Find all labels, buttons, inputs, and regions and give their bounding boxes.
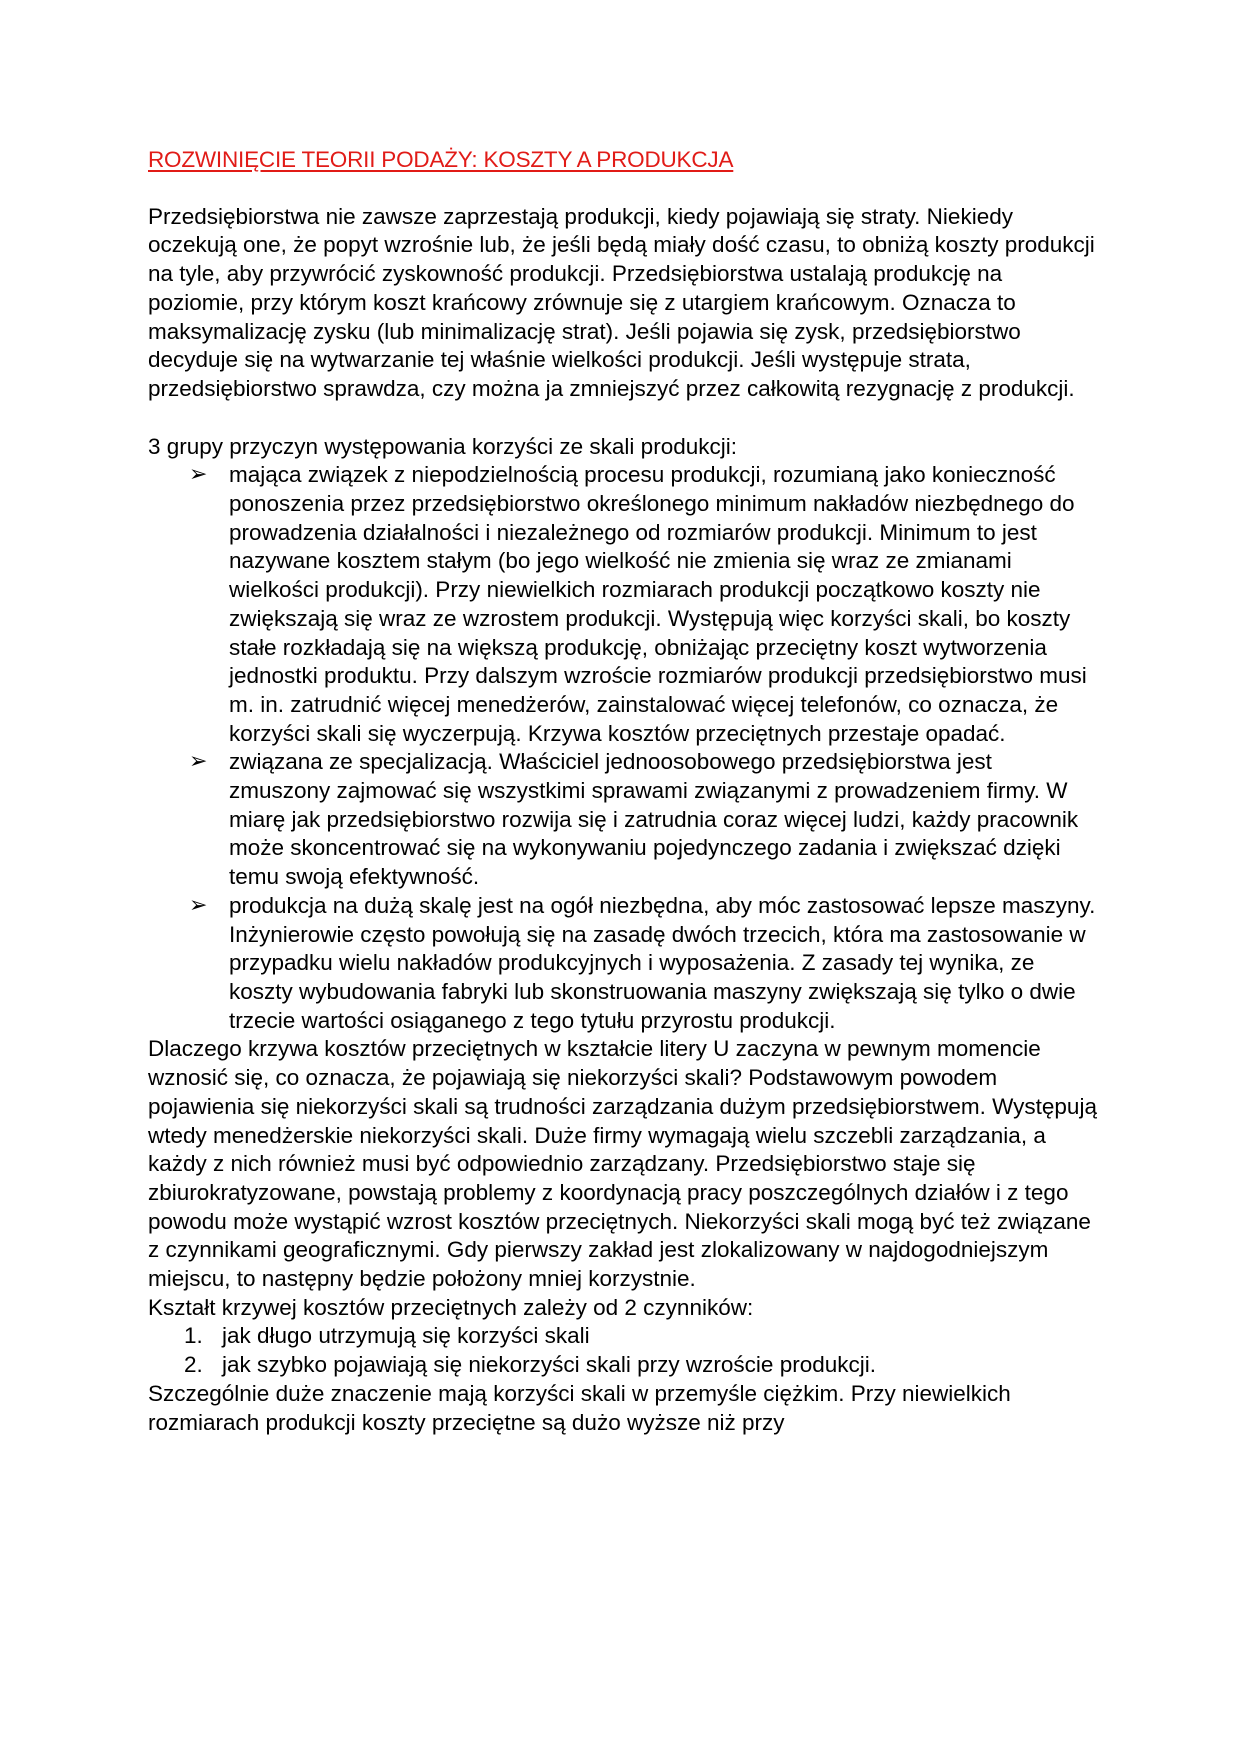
arrow-bullet-icon: ➢ (189, 749, 208, 775)
arrow-bullet-icon: ➢ (189, 462, 208, 488)
shape-heading: Kształt krzywej kosztów przeciętnych zależy od 2 czynników: (148, 1294, 754, 1320)
list-item (189, 892, 1098, 1036)
groups-heading: 3 grupy przyczyn występowania korzyści ze skali produkcji: (148, 433, 737, 459)
list-item (184, 1322, 1098, 1351)
list-item-text: jak długo utrzymują się korzyści skali (222, 1323, 590, 1349)
list-item-text: związana ze specjalizacją. Właściciel jednoosobowego przedsiębiorstwa jest zmuszony zajmować się wszystkimi sprawami związanymi z prowadzeniem firmy. W miarę jak przedsiębiorstwo rozwija się i zatrudnia coraz więcej ludzi, każdy pracownik może skoncentrować się na wykonywaniu pojedynczego zadania i zwiększać dzięki temu swoją efektywność. (229, 749, 1079, 890)
factors-list (148, 1322, 1098, 1379)
list-number: 1. (184, 1323, 203, 1349)
list-number: 2. (184, 1352, 203, 1378)
diseconomies-paragraph: Dlaczego krzywa kosztów przeciętnych w kształcie litery U zaczyna w pewnym momencie wznosić się, co oznacza, że pojawiają się niekorzyści skali? Podstawowym powodem pojawienia się niekorzyści skali są trudności zarządzania dużym przedsiębiorstwem. Występują wtedy menedżerskie niekorzyści skali. Duże firmy wymagają wielu szczebli zarządzania, a każdy z nich również musi być odpowiednio zarządzany. Przedsiębiorstwo staje się zbiurokratyzowane, powstają problemy z koordynacją pracy poszczególnych działów i z tego powodu może wystąpić wzrost kosztów przeciętnych. Niekorzyści skali mogą być też związane z czynnikami geograficznymi. Gdy pierwszy zakład jest zlokalizowany w najdogodniejszym miejscu, to następny będzie położony mniej korzystnie. (148, 1036, 1097, 1292)
document-title: ROZWINIĘCIE TEORII PODAŻY: KOSZTY A PRODUKCJA (148, 147, 734, 172)
intro-paragraph: Przedsiębiorstwa nie zawsze zaprzestają produkcji, kiedy pojawiają się straty. Niekiedy oczekują one, że popyt wzrośnie lub, że jeśli będą miały dość czasu, to obniżą koszty produkcji na tyle, aby przywrócić zyskowność produkcji. Przedsiębiorstwa ustalają produkcję na poziomie, przy którym koszt krańcowy zrównuje się z utargiem krańcowym. Oznacza to maksymalizację zysku (lub minimalizację strat). Jeśli pojawia się zysk, przedsiębiorstwo decyduje się na wytwarzanie tej właśnie wielkości produkcji. Jeśli występuje strata, przedsiębiorstwo sprawdza, czy można ja zmniejszyć przez całkowitą rezygnację z produkcji. (148, 203, 1095, 401)
list-item (189, 461, 1098, 748)
list-item (189, 748, 1098, 892)
benefits-list (148, 461, 1098, 1035)
document-page (148, 146, 1098, 1437)
list-item-text: jak szybko pojawiają się niekorzyści skali przy wzroście produkcji. (222, 1352, 876, 1378)
list-item-text: mająca związek z niepodzielnością procesu produkcji, rozumianą jako konieczność ponoszenia przez przedsiębiorstwo określonego minimum nakładów niezbędnego do prowadzenia działalności i niezależnego od rozmiarów produkcji. Minimum to jest nazywane kosztem stałym (bo jego wielkość nie zmienia się wraz ze zmianami wielkości produkcji). Przy niewielkich rozmiarach produkcji początkowo koszty nie zwiększają się wraz ze wzrostem produkcji. Występują więc korzyści skali, bo koszty stałe rozkładają się na większą produkcję, obniżając przeciętny koszt wytworzenia jednostki produktu. Przy dalszym wzroście rozmiarów produkcji przedsiębiorstwo musi m. in. zatrudnić więcej menedżerów, zainstalować więcej telefonów, co oznacza, że korzyści skali się wyczerpują. Krzywa kosztów przeciętnych przestaje opadać. (229, 462, 1087, 746)
arrow-bullet-icon: ➢ (189, 892, 208, 918)
list-item (184, 1351, 1098, 1380)
list-item-text: produkcja na dużą skalę jest na ogół niezbędna, aby móc zastosować lepsze maszyny. Inżynierowie często powołują się na zasadę dwóch trzecich, która ma zastosowanie w przypadku wielu nakładów produkcyjnych i wyposażenia. Z zasady tej wynika, ze koszty wybudowania fabryki lub skonstruowania maszyny zwiększają się tylko o dwie trzecie wartości osiąganego z tego tytułu przyrostu produkcji. (229, 892, 1096, 1033)
closing-paragraph: Szczególnie duże znaczenie mają korzyści skali w przemyśle ciężkim. Przy niewielkich rozmiarach produkcji koszty przeciętne są dużo wyższe niż przy (148, 1380, 1011, 1435)
